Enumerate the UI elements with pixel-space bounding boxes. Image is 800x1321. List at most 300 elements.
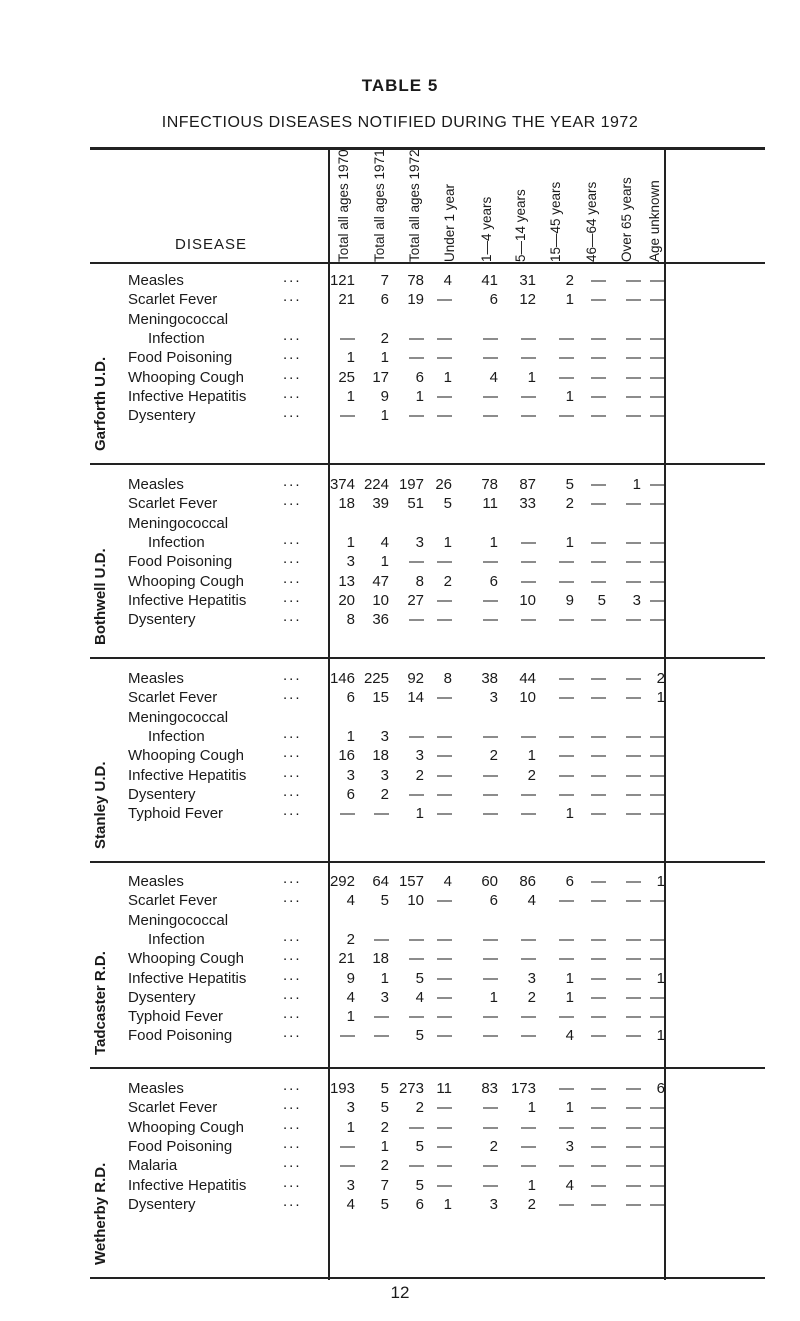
table-cell: 5 (443, 495, 452, 513)
table-cell: 87 (519, 476, 536, 493)
table-cell: — (626, 873, 641, 890)
table-cell: — (626, 930, 641, 948)
table-cell: — (559, 1008, 574, 1026)
table-cell: — (591, 988, 606, 1006)
disease-name: Whooping Cough (128, 1118, 244, 1136)
table-cell: — (437, 969, 452, 987)
table-cell: — (591, 1008, 606, 1026)
table-cell: 4 (380, 533, 389, 551)
table-cell: — (437, 291, 452, 309)
table-cell: 78 (407, 272, 424, 289)
table-cell: 3 (346, 1099, 355, 1117)
table-cell: — (437, 805, 452, 823)
table-row (90, 1077, 765, 1098)
table-cell: 2 (527, 1195, 536, 1213)
table-cell: — (626, 272, 641, 289)
table-cell: 1 (656, 873, 665, 890)
table-cell: — (626, 785, 641, 803)
leader-dots: ... (283, 569, 302, 587)
table-cell: — (374, 930, 389, 948)
table-cell: 15 (372, 689, 389, 707)
page-number: 12 (390, 1283, 410, 1302)
table-cell: — (437, 988, 452, 1006)
disease-name: Infective Hepatitis (128, 591, 247, 609)
table-cell: — (521, 329, 536, 347)
disease-name: Infective Hepatitis (128, 969, 247, 987)
table-cell: — (626, 1176, 641, 1194)
table-cell: 8 (346, 611, 355, 629)
table-cell: 10 (407, 892, 424, 910)
table-cell: 1 (565, 387, 574, 405)
table-cell: — (650, 272, 665, 289)
table-cell: — (521, 805, 536, 823)
table-cell: — (483, 1118, 498, 1136)
disease-name: Measles (128, 272, 184, 289)
table-cell: 26 (435, 476, 452, 493)
table-cell: — (483, 329, 498, 347)
table-cell: 4 (415, 988, 424, 1006)
column-header-label: Over 65 years (619, 177, 634, 262)
table-cell: 3 (415, 747, 424, 765)
column-header (646, 158, 670, 262)
table-cell: 3 (380, 727, 389, 745)
table-cell: — (650, 747, 665, 765)
table-cell: — (591, 930, 606, 948)
table-cell: — (483, 950, 498, 968)
table-cell: — (626, 495, 641, 513)
table-cell: 17 (372, 368, 389, 386)
leader-dots: ... (283, 326, 302, 344)
table-cell: — (340, 805, 355, 823)
table-cell: — (409, 1008, 424, 1026)
disease-name: Infective Hepatitis (128, 1176, 247, 1194)
table-row (90, 966, 765, 988)
table-cell: — (626, 950, 641, 968)
table-cell: 2 (565, 272, 574, 289)
table-cell: — (409, 950, 424, 968)
column-header (371, 149, 395, 262)
table-cell: 38 (481, 670, 498, 687)
table-cell: — (591, 1137, 606, 1155)
table-cell: 2 (565, 495, 574, 513)
disease-name: Typhoid Fever (128, 1008, 224, 1026)
table-cell: 86 (519, 873, 536, 890)
table-row (90, 686, 765, 707)
table-cell: 2 (527, 766, 536, 784)
table-cell: 1 (443, 1195, 452, 1213)
table-cell: 5 (415, 1137, 424, 1155)
table-cell: — (591, 329, 606, 347)
table-cell: 31 (519, 272, 536, 289)
table-cell: 1 (527, 747, 536, 765)
table-cell: 6 (489, 892, 498, 910)
disease-name: Whooping Cough (128, 950, 244, 968)
group-divider (90, 463, 765, 465)
table-cell: — (626, 1008, 641, 1026)
table-cell: — (483, 1157, 498, 1175)
table-cell: — (437, 611, 452, 629)
table-cell: — (650, 785, 665, 803)
leader-dots: ... (283, 288, 302, 306)
leader-dots: ... (283, 473, 302, 490)
table-cell: 2 (527, 988, 536, 1006)
leader-dots: ... (283, 889, 302, 907)
table-cell: — (437, 727, 452, 745)
table-cell: — (559, 747, 574, 765)
table-cell: — (437, 766, 452, 784)
table-row (90, 763, 765, 785)
table-cell: — (483, 805, 498, 823)
table-cell: — (437, 689, 452, 707)
leader-dots: ... (283, 985, 302, 1003)
table-cell: 39 (372, 495, 389, 513)
table-cell: — (483, 1008, 498, 1026)
table-cell: 1 (527, 1176, 536, 1194)
leader-dots: ... (283, 1154, 302, 1172)
table-cell: — (626, 670, 641, 687)
table-cell: — (437, 553, 452, 571)
table-cell: — (521, 1118, 536, 1136)
table-cell: — (591, 689, 606, 707)
table-row (90, 927, 765, 949)
table-cell: — (483, 1027, 498, 1045)
disease-name: Food Poisoning (128, 1137, 233, 1155)
table-cell: 1 (565, 291, 574, 309)
table-cell: — (340, 407, 355, 425)
table-cell: 224 (363, 476, 389, 493)
table-cell: 5 (415, 1027, 424, 1045)
disease-name: Scarlet Fever (128, 892, 218, 910)
table-row (90, 492, 765, 513)
table-cell: 3 (489, 689, 498, 707)
table-cell: — (626, 572, 641, 590)
table-cell: — (437, 407, 452, 425)
table-cell: 1 (346, 1118, 355, 1136)
table-cell: — (591, 805, 606, 823)
table-cell: 51 (407, 495, 424, 513)
table-cell: — (626, 407, 641, 425)
table-cell: — (483, 553, 498, 571)
table-cell: — (650, 407, 665, 425)
table-cell: 92 (407, 670, 424, 687)
table-cell: 4 (489, 368, 498, 386)
table-cell: — (650, 1099, 665, 1117)
district-name: Tadcaster R.D. (92, 951, 109, 1055)
table-cell: — (591, 272, 606, 289)
table-cell: — (559, 611, 574, 629)
table-cell: — (591, 670, 606, 687)
disease-name: Measles (128, 1080, 184, 1097)
table-cell: 10 (519, 689, 536, 707)
table-cell: — (650, 291, 665, 309)
table-cell: — (559, 766, 574, 784)
table-cell: — (591, 349, 606, 367)
leader-dots: ... (283, 530, 302, 548)
leader-dots: ... (283, 269, 302, 286)
table-cell: — (591, 766, 606, 784)
disease-name: Infection (148, 727, 205, 745)
table-cell: — (591, 1099, 606, 1117)
disease-name: Food Poisoning (128, 553, 233, 571)
table-cell: — (483, 766, 498, 784)
disease-name: Whooping Cough (128, 747, 244, 765)
district-group (90, 1073, 765, 1279)
district-group (90, 663, 765, 863)
table-cell: 4 (443, 873, 452, 890)
table-cell: — (559, 368, 574, 386)
table-cell: — (650, 1137, 665, 1155)
table-cell: 273 (398, 1080, 424, 1097)
table-row (90, 1154, 765, 1175)
table-row (90, 473, 765, 494)
column-header (406, 149, 430, 262)
column-header-label: Under 1 year (442, 183, 457, 262)
column-header-label: 15—45 years (548, 181, 563, 262)
table-cell: 2 (489, 1137, 498, 1155)
table-cell: — (626, 368, 641, 386)
table-cell: 14 (407, 689, 424, 707)
table-cell: 2 (380, 1157, 389, 1175)
table-cell: 1 (565, 969, 574, 987)
table-cell: — (521, 727, 536, 745)
district-group (90, 866, 765, 1069)
table-cell: 3 (415, 533, 424, 551)
table-cell: 5 (565, 476, 574, 493)
disease-name: Whooping Cough (128, 572, 244, 590)
table-cell: 1 (565, 988, 574, 1006)
leader-dots: ... (283, 346, 302, 364)
table-cell: — (650, 766, 665, 784)
table-cell: — (650, 1157, 665, 1175)
table-cell: — (626, 1137, 641, 1155)
table-row (90, 724, 765, 746)
table-cell: — (559, 892, 574, 910)
table-cell: 2 (380, 1118, 389, 1136)
table-row (90, 985, 765, 1007)
table-cell: — (650, 329, 665, 347)
table-cell: — (591, 572, 606, 590)
column-header (441, 158, 465, 262)
table-row (90, 947, 765, 968)
table-cell: 1 (527, 368, 536, 386)
table-row (90, 870, 765, 891)
district-name: Stanley U.D. (92, 761, 109, 849)
table-cell: 1 (346, 349, 355, 367)
district-group (90, 469, 765, 659)
table-cell: 6 (415, 1195, 424, 1213)
table-cell: 3 (346, 766, 355, 784)
column-header (547, 158, 571, 262)
table-cell: 5 (597, 591, 606, 609)
table-cell: — (437, 349, 452, 367)
table-cell: — (559, 572, 574, 590)
table-cell: 6 (380, 291, 389, 309)
table-cell: — (591, 533, 606, 551)
table-row (90, 1024, 765, 1045)
column-header-label: 5—14 years (513, 189, 528, 262)
leader-dots: ... (283, 608, 302, 626)
table-cell: 197 (398, 476, 424, 493)
table-cell: 10 (372, 591, 389, 609)
table-cell: 3 (346, 1176, 355, 1194)
table-cell: — (650, 572, 665, 590)
table-cell: — (409, 930, 424, 948)
table-cell: — (409, 329, 424, 347)
table-row (90, 288, 765, 309)
table-cell: — (626, 969, 641, 987)
table-cell: — (591, 553, 606, 571)
table-cell: 1 (565, 533, 574, 551)
table-cell: — (650, 988, 665, 1006)
table-cell: — (521, 930, 536, 948)
table-cell: — (437, 950, 452, 968)
leader-dots: ... (283, 404, 302, 422)
table-cell: 2 (443, 572, 452, 590)
table-cell: — (650, 727, 665, 745)
table-cell: 21 (338, 950, 355, 968)
disease-name: Whooping Cough (128, 368, 244, 386)
table-cell: 36 (372, 611, 389, 629)
table-cell: — (437, 1176, 452, 1194)
table-cell: 1 (489, 533, 498, 551)
table-cell: 3 (527, 969, 536, 987)
table-cell: 5 (380, 892, 389, 910)
table-cell: 1 (346, 1008, 355, 1026)
disease-name: Meningococcal (128, 911, 229, 929)
leader-dots: ... (283, 1024, 302, 1042)
table-cell: 4 (346, 892, 355, 910)
district-name: Wetherby R.D. (92, 1162, 109, 1265)
table-cell: — (409, 349, 424, 367)
table-cell: 3 (380, 766, 389, 784)
table-row (90, 744, 765, 765)
group-divider (90, 1067, 765, 1069)
table-cell: — (591, 387, 606, 405)
table-cell: 9 (565, 591, 574, 609)
disease-column-header: DISEASE (174, 236, 248, 253)
table-cell: 1 (565, 1099, 574, 1117)
table-cell: — (340, 329, 355, 347)
table-cell: — (591, 969, 606, 987)
leader-dots: ... (283, 686, 302, 704)
table-cell: 44 (519, 670, 536, 687)
disease-name: Food Poisoning (128, 1027, 233, 1045)
table-cell: 1 (489, 988, 498, 1006)
table-cell: — (626, 387, 641, 405)
leader-dots: ... (283, 947, 302, 965)
table-cell: — (521, 533, 536, 551)
disease-name: Infection (148, 930, 205, 948)
district-name: Bothwell U.D. (92, 548, 109, 645)
disease-name: Meningococcal (128, 514, 229, 532)
table-cell: 1 (632, 476, 641, 493)
table-cell: 25 (338, 368, 355, 386)
table-subtitle: INFECTIOUS DISEASES NOTIFIED DURING THE YEAR 1972 (161, 114, 639, 131)
table-cell: — (483, 407, 498, 425)
leader-dots: ... (283, 1096, 302, 1114)
disease-name: Scarlet Fever (128, 495, 218, 513)
table-cell: — (626, 1027, 641, 1045)
column-header (618, 158, 642, 262)
table-cell: — (559, 1195, 574, 1213)
column-header-label: Age unknown (647, 180, 662, 262)
table-cell: 1 (380, 553, 389, 571)
table-cell: — (559, 785, 574, 803)
table-cell: — (483, 930, 498, 948)
table-cell: 13 (338, 572, 355, 590)
table-cell: — (626, 1099, 641, 1117)
table-cell: 157 (398, 873, 424, 890)
table-cell: — (650, 591, 665, 609)
leader-dots: ... (283, 1115, 302, 1133)
table-cell: 12 (519, 291, 536, 309)
table-cell: — (374, 1008, 389, 1026)
column-header-label: Total all ages 1972 (407, 149, 422, 262)
table-cell: — (591, 1176, 606, 1194)
table-cell: — (559, 670, 574, 687)
table-cell: — (626, 533, 641, 551)
table-cell: — (650, 533, 665, 551)
table-cell: — (559, 329, 574, 347)
table-cell: — (626, 727, 641, 745)
leader-dots: ... (283, 365, 302, 383)
table-cell: — (591, 873, 606, 890)
table-cell: — (559, 930, 574, 948)
table-cell: — (591, 495, 606, 513)
table-cell: — (626, 1118, 641, 1136)
table-cell: — (521, 1008, 536, 1026)
table-cell: 2 (656, 670, 665, 687)
table-cell: — (437, 1008, 452, 1026)
table-cell: 3 (489, 1195, 498, 1213)
table-cell: — (559, 1080, 574, 1097)
column-header (583, 158, 607, 262)
table-cell: — (591, 892, 606, 910)
table-cell: 1 (443, 533, 452, 551)
table-cell: — (437, 1118, 452, 1136)
table-cell: 6 (656, 1080, 665, 1097)
disease-name: Measles (128, 476, 184, 493)
district-group (90, 265, 765, 465)
table-cell: — (559, 553, 574, 571)
disease-name: Scarlet Fever (128, 1099, 218, 1117)
table-cell: 4 (565, 1176, 574, 1194)
table-cell: — (559, 727, 574, 745)
district-name: Garforth U.D. (92, 356, 109, 451)
table-cell: — (559, 689, 574, 707)
table-cell: 3 (632, 591, 641, 609)
table-cell: 3 (380, 988, 389, 1006)
table-cell: 2 (380, 329, 389, 347)
table-cell: — (626, 689, 641, 707)
leader-dots: ... (283, 550, 302, 568)
leader-dots: ... (283, 384, 302, 402)
table-cell: 1 (443, 368, 452, 386)
table-cell: — (626, 349, 641, 367)
table-cell: 193 (329, 1080, 355, 1097)
table-cell: — (437, 747, 452, 765)
table-cell: 10 (519, 591, 536, 609)
table-cell: — (559, 1157, 574, 1175)
table-cell: — (591, 950, 606, 968)
table-cell: 1 (527, 1099, 536, 1117)
table-row (90, 384, 765, 406)
leader-dots: ... (283, 667, 302, 684)
table-cell: 11 (436, 1080, 452, 1097)
table-cell: — (521, 785, 536, 803)
table-cell: 6 (489, 572, 498, 590)
table-cell: 11 (482, 495, 498, 513)
